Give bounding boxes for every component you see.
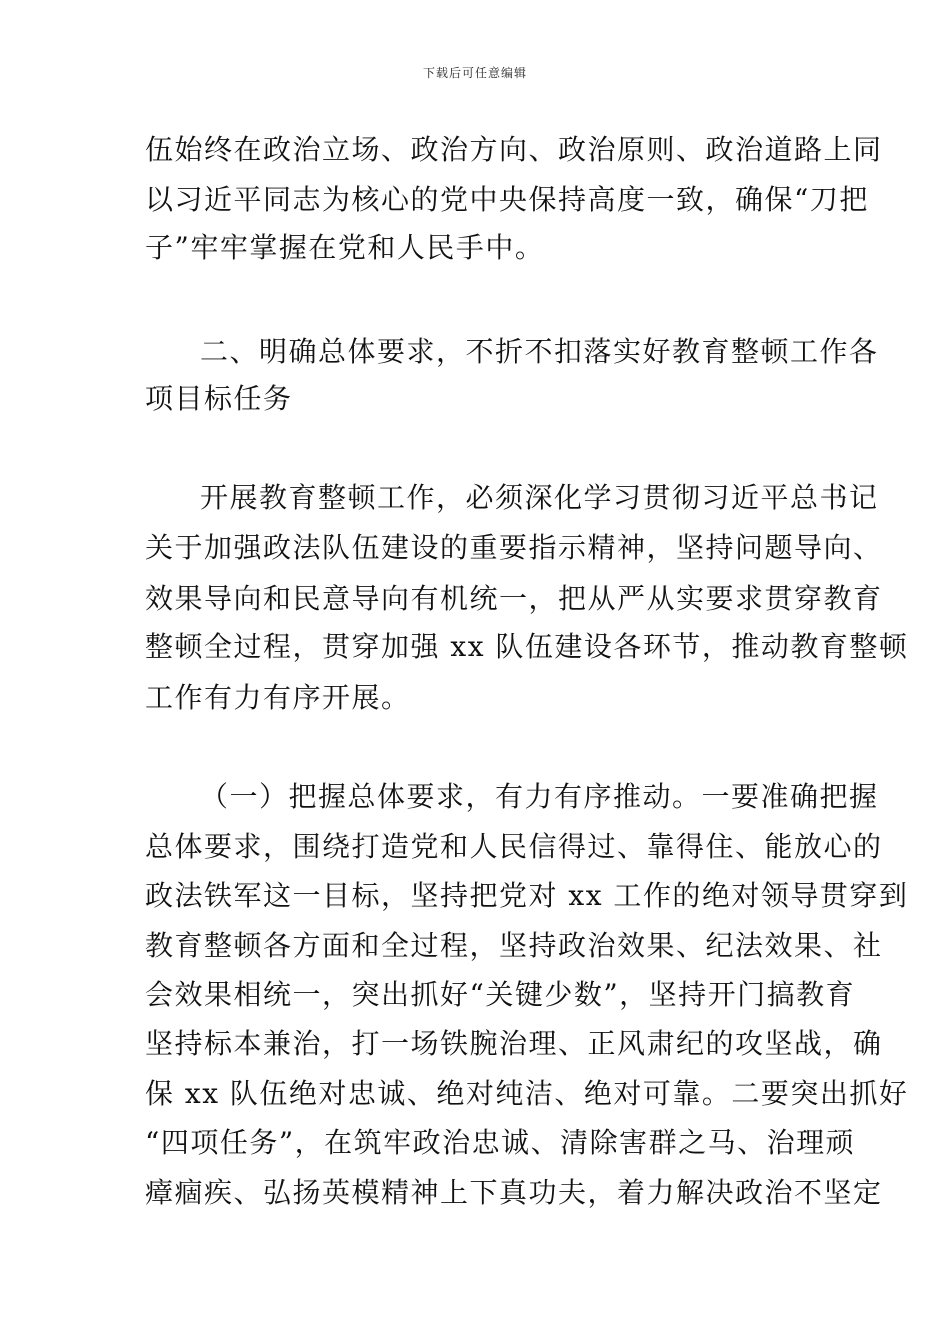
paragraph-2-line-5: 工作有力有序开展。 (145, 681, 411, 714)
paragraph-2-line-4: 整顿全过程，贯穿加强 xx 队伍建设各环节，推动教育整顿 (145, 630, 909, 663)
body-line-2: 以习近平同志为核心的党中央保持高度一致，确保“刀把 (145, 183, 869, 216)
paragraph-3-line-3: 政法铁军这一目标，坚持把党对 xx 工作的绝对领导贯穿到 (145, 879, 909, 912)
paragraph-3-line-2: 总体要求，围绕打造党和人民信得过、靠得住、能放心的 (145, 830, 883, 863)
paragraph-3-line-4: 教育整顿各方面和全过程，坚持政治效果、纪法效果、社 (145, 929, 883, 962)
body-line-3: 子”牢牢掌握在党和人民手中。 (145, 231, 545, 264)
paragraph-3-line-7: 保 xx 队伍绝对忠诚、绝对纯洁、绝对可靠。二要突出抓好 (145, 1077, 909, 1110)
paragraph-3-line-9: 瘴痼疾、弘扬英模精神上下真功夫，着力解决政治不坚定 (145, 1176, 883, 1209)
body-line-1: 伍始终在政治立场、政治方向、政治原则、政治道路上同 (145, 133, 883, 166)
paragraph-3-line-1: （一）把握总体要求，有力有序推动。一要准确把握 (200, 780, 879, 813)
paragraph-3-line-6: 坚持标本兼治，打一场铁腕治理、正风肃纪的攻坚战，确 (145, 1027, 883, 1060)
paragraph-2-line-2: 关于加强政法队伍建设的重要指示精神，坚持问题导向、 (145, 531, 883, 564)
section-heading-line-1: 二、明确总体要求，不折不扣落实好教育整顿工作各 (200, 335, 879, 368)
paragraph-2-line-3: 效果导向和民意导向有机统一，把从严从实要求贯穿教育 (145, 582, 883, 615)
page-header: 下载后可任意编辑 (422, 66, 527, 80)
section-heading-line-2: 项目标任务 (145, 382, 293, 415)
paragraph-3-line-8: “四项任务”，在筑牢政治忠诚、清除害群之马、治理顽 (145, 1126, 856, 1159)
paragraph-2-line-1: 开展教育整顿工作，必须深化学习贯彻习近平总书记 (200, 481, 879, 514)
paragraph-3-line-5: 会效果相统一，突出抓好“关键少数”，坚持开门搞教育 (145, 978, 856, 1011)
